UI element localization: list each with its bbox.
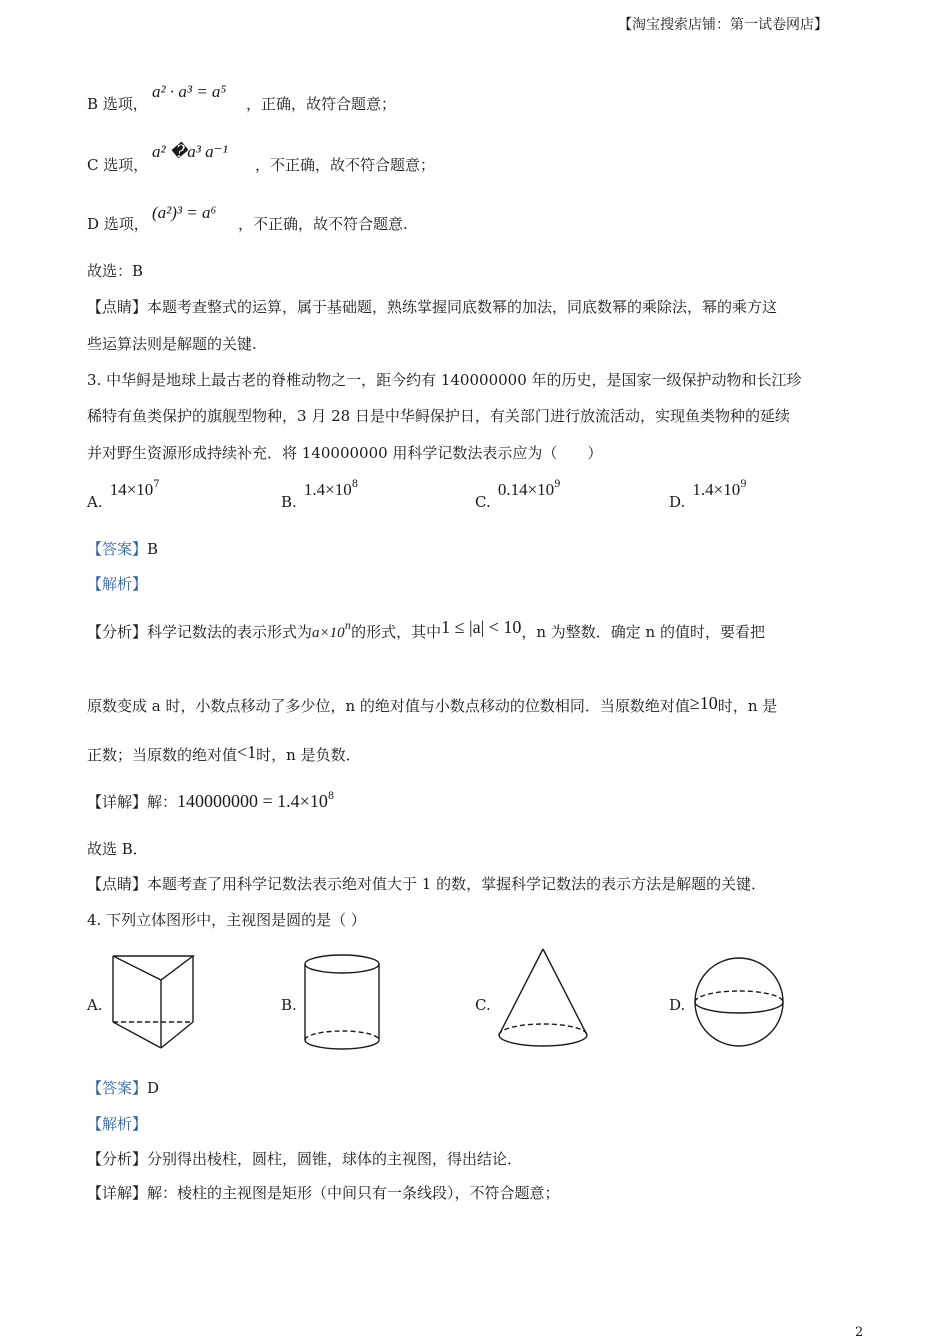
cylinder-top-ellipse	[305, 955, 379, 973]
fenxi-text: 科学记数法的表示形式为	[147, 623, 313, 641]
q4-analysis-tag: 【解析】	[87, 1115, 148, 1133]
q3-fenxi-line1	[87, 617, 765, 645]
q3-option-letter: C.	[475, 493, 491, 511]
option-c-math: a² �a³ a⁻¹	[152, 142, 228, 161]
q3-remark	[87, 874, 766, 894]
q3-option-mantissa: 14×10	[109, 480, 154, 499]
q3-option-exp: 9	[554, 479, 561, 490]
q3-option-mantissa: 1.4×10	[692, 480, 741, 499]
q3-stem-line1: 3. 中华鲟是地球上最古老的脊椎动物之一，距今约有 140000000 年的历史，是国家一级保护动物和长江珍	[87, 371, 802, 389]
q4-option-c-letter: C.	[475, 996, 491, 1014]
detail-text: 解：棱柱的主视图是矩形（中间只有一条线段），不符合题意；	[147, 1184, 560, 1202]
q4-option-d-letter: D.	[669, 996, 686, 1014]
sphere-figure	[690, 955, 788, 1049]
q3-option-mantissa: 0.14×10	[497, 480, 555, 499]
q4-fenxi	[87, 1149, 522, 1169]
q3-option-d	[669, 479, 747, 511]
fenxi-math: a×10	[312, 625, 345, 641]
page-number: 2	[855, 1325, 864, 1340]
fenxi-math: ≥10	[689, 693, 718, 713]
q3-option-b	[281, 479, 359, 511]
q4-answer	[87, 1078, 159, 1098]
option-c-label: C 选项，	[87, 156, 149, 174]
remark-text: 本题考查整式的运算，属于基础题，熟练掌握同底数幂的加法，同底数幂的乘除法，幂的乘方这	[147, 298, 778, 316]
remark-text: 本题考查了用科学记数法表示绝对值大于 1 的数，掌握科学记数法的表示方法是解题的关键．	[147, 875, 767, 893]
option-d-label: D 选项，	[87, 215, 149, 233]
fenxi-text: 的形式，其中	[351, 623, 442, 641]
option-b-label: B 选项，	[87, 95, 148, 113]
cone-right-edge	[543, 949, 587, 1035]
cylinder-bottom-front	[305, 1040, 379, 1049]
fenxi-math: <1	[237, 742, 257, 762]
option-d-math: (a²)³ = a⁶	[152, 203, 217, 222]
fenxi-text: 分别得出棱柱，圆柱，圆锥，球体的主视图，得出结论．	[147, 1150, 523, 1168]
detail-tag: 【详解】	[87, 793, 148, 811]
option-b-comment: ，正确，故符合题意；	[246, 95, 397, 113]
q3-option-letter: D.	[669, 493, 686, 511]
sphere-equator-front	[695, 1002, 783, 1013]
triangular-prism-figure	[105, 948, 201, 1054]
prev-remark-line2: 些运算法则是解题的关键.	[87, 335, 257, 353]
cone-figure	[493, 944, 593, 1052]
fenxi-math: 1 ≤ |a| < 10	[441, 617, 522, 637]
q3-answer	[87, 539, 158, 559]
q3-stem-line2: 稀特有鱼类保护的旗舰型物种，3 月 28 日是中华鲟保护日，有关部门进行放流活动，实现鱼类物种的延续	[87, 407, 790, 425]
fenxi-text: 时，n 是	[717, 697, 778, 715]
cone-left-edge	[499, 949, 543, 1035]
remark-tag: 【点睛】	[87, 298, 148, 316]
fenxi-text: 时，n 是负数．	[256, 746, 361, 764]
detail-math: 140000000 = 1.4×10	[177, 791, 328, 811]
fenxi-tag: 【分析】	[87, 623, 148, 641]
sphere-outline	[695, 958, 783, 1046]
answer-value: D	[147, 1079, 160, 1097]
cone-base-front	[499, 1035, 587, 1046]
prism-top-face	[113, 956, 193, 980]
q3-option-c	[475, 479, 561, 511]
q3-option-a	[87, 479, 160, 511]
q3-option-exp: 8	[351, 479, 359, 490]
q3-option-letter: A.	[87, 493, 103, 511]
fenxi-text: 正数；当原数的绝对值	[87, 746, 238, 764]
prism-bottom-left-edge	[113, 1022, 161, 1048]
prev-conclusion: 故选：B	[87, 262, 144, 280]
shop-note-header: 【淘宝搜索店铺：第一试卷网店】	[618, 17, 828, 33]
cylinder-bottom-back	[305, 1031, 379, 1040]
option-c-comment: ，不正确，故不符合题意；	[255, 156, 436, 174]
cone-base-back	[499, 1024, 587, 1035]
q3-option-letter: B.	[281, 493, 297, 511]
q3-conclusion: 故选 B．	[87, 840, 148, 858]
option-b-math: a² · a³ = a⁵	[152, 82, 227, 101]
q4-option-a-letter: A.	[87, 996, 103, 1014]
prism-bottom-right-edge	[161, 1022, 193, 1048]
fenxi-math-exp: n	[344, 621, 352, 632]
q3-fenxi-line2	[87, 695, 777, 716]
detail-prefix: 解：	[147, 793, 178, 811]
q3-option-exp: 9	[740, 479, 747, 490]
q3-analysis-tag: 【解析】	[87, 575, 148, 593]
q3-option-exp: 7	[153, 479, 160, 490]
answer-tag: 【答案】	[87, 540, 148, 558]
fenxi-text: ，n 为整数．确定 n 的值时，要看把	[521, 623, 765, 641]
remark-tag: 【点睛】	[87, 875, 148, 893]
answer-tag: 【答案】	[87, 1079, 148, 1097]
q4-option-b-letter: B.	[281, 996, 297, 1014]
q3-stem-line3: 并对野生资源形成持续补充．将 140000000 用科学记数法表示应为（ ）	[87, 444, 603, 462]
answer-value: B	[147, 540, 159, 558]
cylinder-figure	[300, 950, 384, 1056]
q3-detail	[87, 791, 334, 815]
option-d-comment: ，不正确，故不符合题意.	[238, 215, 408, 233]
q4-stem: 4. 下列立体图形中，主视图是圆的是（ ）	[87, 911, 366, 929]
detail-math-exp: 8	[327, 791, 335, 802]
q4-detail	[87, 1183, 560, 1203]
q3-fenxi-line3	[87, 744, 361, 765]
q3-option-mantissa: 1.4×10	[303, 480, 352, 499]
detail-tag: 【详解】	[87, 1184, 148, 1202]
fenxi-text: 原数变成 a 时，小数点移动了多少位，n 的绝对值与小数点移动的位数相同．当原数绝对值	[87, 697, 690, 715]
sphere-equator-back	[695, 991, 783, 1002]
fenxi-tag: 【分析】	[87, 1150, 148, 1168]
prev-remark-line1	[87, 297, 777, 317]
